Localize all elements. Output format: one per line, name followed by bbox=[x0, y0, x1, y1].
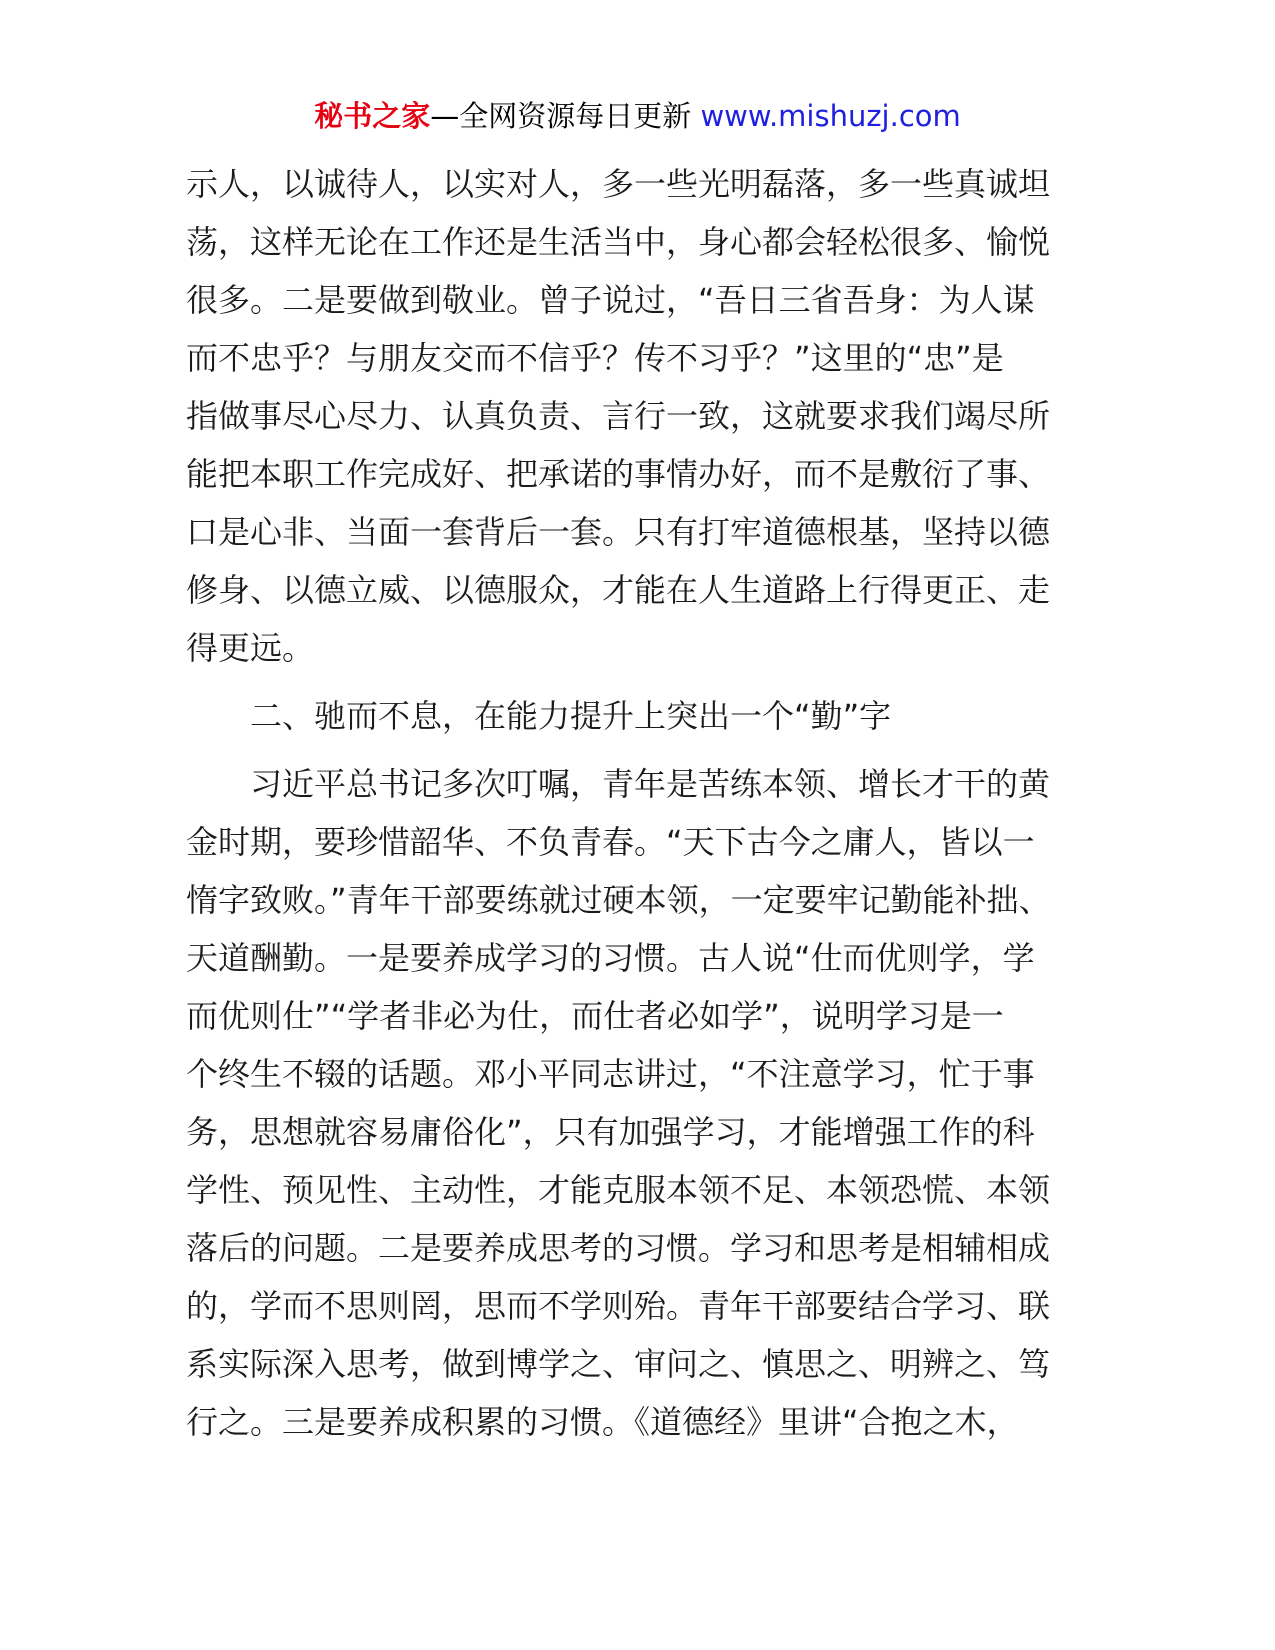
page-header bbox=[0, 96, 1275, 136]
text-line: 落后的问题。二是要养成思考的习惯。学习和思考是相辅相成 bbox=[186, 1229, 1051, 1267]
paragraph-2 bbox=[186, 755, 1106, 1451]
site-url-link[interactable]: www.mishuzj.com bbox=[700, 99, 961, 133]
text-line: 个终生不辍的话题。邓小平同志讲过，“不注意学习，忙于事 bbox=[186, 1055, 1035, 1093]
document-body bbox=[186, 155, 1106, 1451]
text-line: 修身、以德立威、以德服众，才能在人生道路上行得更正、走 bbox=[186, 571, 1051, 609]
text-line: 口是心非、当面一套背后一套。只有打牢道德根基，坚持以德 bbox=[186, 513, 1051, 551]
text-line: 惰字致败。”青年干部要练就过硬本领，一定要牢记勤能补拙、 bbox=[186, 881, 1051, 919]
text-line: 学性、预见性、主动性，才能克服本领不足、本领恐慌、本领 bbox=[186, 1171, 1051, 1209]
paragraph-1 bbox=[186, 155, 1106, 677]
text-line: 习近平总书记多次叮嘱，青年是苦练本领、增长才干的黄 bbox=[250, 765, 1051, 803]
text-line: 行之。三是要养成积累的习惯。《道德经》里讲“合抱之木， bbox=[186, 1403, 1019, 1441]
text-line: 示人，以诚待人，以实对人，多一些光明磊落，多一些真诚坦 bbox=[186, 165, 1051, 203]
text-line: 很多。二是要做到敬业。曾子说过，“吾日三省吾身：为人谋 bbox=[186, 281, 1035, 319]
text-line: 得更远。 bbox=[186, 629, 315, 667]
text-line: 指做事尽心尽力、认真负责、言行一致，这就要求我们竭尽所 bbox=[186, 397, 1051, 435]
text-line: 而优则仕”“学者非必为仕，而仕者必如学”，说明学习是一 bbox=[186, 997, 1004, 1035]
text-line: 务，思想就容易庸俗化”，只有加强学习，才能增强工作的科 bbox=[186, 1113, 1035, 1151]
header-tagline: —全网资源每日更新 bbox=[430, 99, 692, 133]
section-heading: 二、驰而不息，在能力提升上突出一个“勤”字 bbox=[250, 697, 892, 735]
text-line: 系实际深入思考，做到博学之、审问之、慎思之、明辨之、笃 bbox=[186, 1345, 1051, 1383]
text-line: 荡，这样无论在工作还是生活当中，身心都会轻松很多、愉悦 bbox=[186, 223, 1051, 261]
text-line: 的，学而不思则罔，思而不学则殆。青年干部要结合学习、联 bbox=[186, 1287, 1051, 1325]
text-line: 金时期，要珍惜韶华、不负青春。“天下古今之庸人，皆以一 bbox=[186, 823, 1035, 861]
brand-name: 秘书之家 bbox=[314, 99, 431, 133]
text-line: 而不忠乎？与朋友交而不信乎？传不习乎？”这里的“忠”是 bbox=[186, 339, 1004, 377]
text-line: 天道酬勤。一是要养成学习的习惯。古人说“仕而优则学，学 bbox=[186, 939, 1035, 977]
text-line: 能把本职工作完成好、把承诺的事情办好，而不是敷衍了事、 bbox=[186, 455, 1051, 493]
